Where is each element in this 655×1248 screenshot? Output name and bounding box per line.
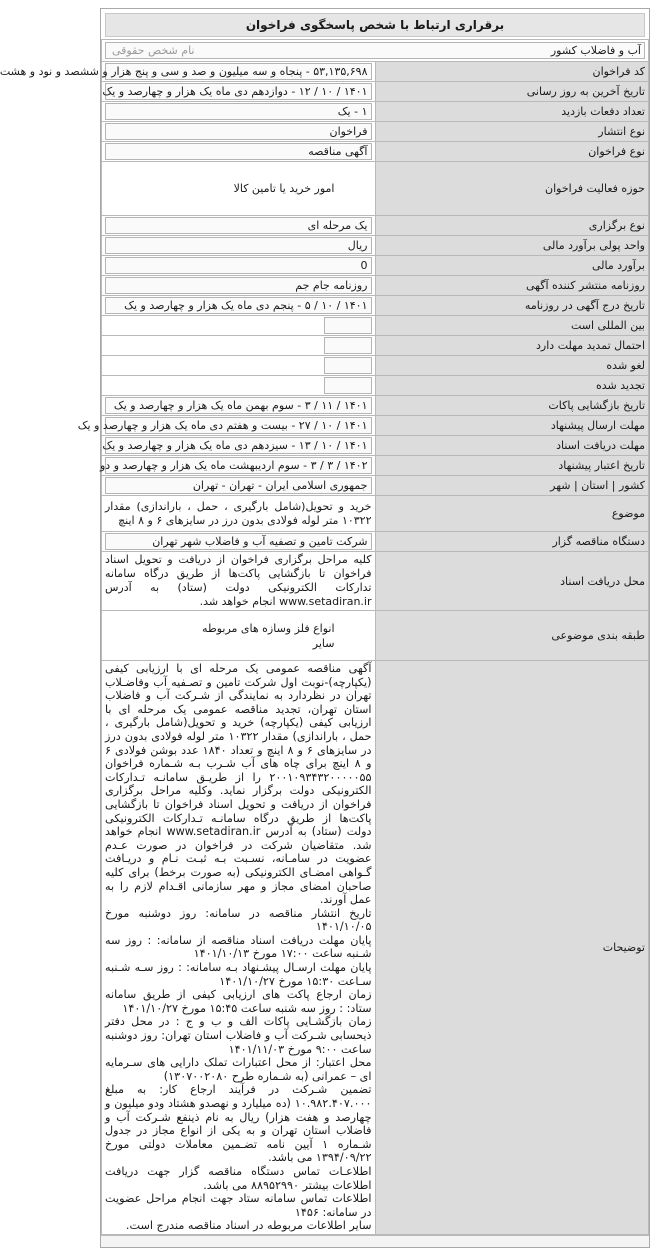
value-call-type: آگهی مناقصه [105, 143, 372, 160]
notes-paragraph: زمان بازگشـایی پاکات الف و ب و ج : در محل دفتر ذیحسابی شـرکت آب و فاضلاب استان تهران: روز دوشنبه ساعت ۹:۰۰ مورخ ۱۴۰۱/۱۱/۰۳ [105, 1015, 372, 1056]
notes-paragraph: پایان مهلت دریافت اسناد مناقصه از سامانه: : روز سه شـنبه ساعت ۱۷:۰۰ مورخ ۱۴۰۱/۱۰/۱۳ [105, 933, 372, 961]
value-newspaper: روزنامه جام جم [105, 277, 372, 294]
label-bid-send-deadline: مهلت ارسال پیشنهاد [375, 416, 649, 436]
bottom-strip [101, 1235, 649, 1247]
value-code: ۵۳,۱۳۵,۶۹۸ - پنجاه و سه میلیون و صد و سی و پنج هزار و ششصد و نود و هشت [105, 63, 372, 80]
label-doc-receive-deadline: مهلت دریافت اسناد [375, 436, 649, 456]
notes-paragraph: پایان مهلت ارسـال پیشـنهاد بـه سامانه: : روز سـه شـنبه سـاعت ۱۵:۳۰ مورخ ۱۴۰۱/۱۰/۲۷ [105, 961, 372, 988]
notes-paragraph: آگهی مناقصه عمومی یک مرحله ای با ارزیابی کیفی (یکپارچه)-نوبت اول شرکت تامین و تصـفیه آب وفاضـلاب تهران در نظردارد به نمایندگی از شـرکت آب و فاضلاب استان تهران، تجدید مناقصه عمومی یک مرحله ای با ارزیابی کیفی (یکپارچه) خرید و تحویل(شامل بارگیری ، حمل ، باراندازی) مقدار ۱۰۳۲۲ متر لوله فولادی بدون درز در سایزهای ۶ و ۸ اینچ و تعداد ۱۸۴۰ عدد بوشن فولادی ۶ و ۸ اینچ برای چاه های آب شـرب بـه شـماره فراخوان ۲۰۰۱۰۹۳۴۳۲۰۰۰۰۰۵۵ را از طریـق سامانـه تـدارکات الکترونیکی دولت برگزار نماید. وکلیه مراحل برگزاری فراخوان از دریافت و تحویل اسناد فراخوان تا بازگشایی پاکت‌ها از طریق درگاه سامانـه تـدارکات الکترونیکی دولت (ستاد) به آدرس www.setadiran.ir انجام خواهد شد. متقاضیان شرکت در فراخوان در صورت عـدم عضویت در سامـانه، نسـبت بـه ثبـت نـام و دریـافت گـواهی امضـای الکترونیکی (به صورت برخط) برای کلیه صاحبان امضای مجاز و مهر سازمانی اقـدام لازم را به عمل آورند. [105, 662, 372, 907]
label-news-date: تاریخ درج آگهی در روزنامه [375, 296, 649, 316]
label-envelope-open: تاریخ بازگشایی پاکات [375, 396, 649, 416]
value-organizer: شرکت تامین و تصفیه آب و فاضلاب شهر تهران [105, 533, 372, 550]
legal-person-field[interactable] [105, 42, 645, 59]
label-subject: موضوع [375, 496, 649, 532]
person-row [102, 40, 649, 62]
label-location: کشور | استان | شهر [375, 476, 649, 496]
value-bid-validity: ۱۴۰۲ / ۳ / ۳ - سوم اردیبهشت ماه یک هزار و چهارصد و دو [105, 457, 372, 474]
label-newspaper: روزنامه منتشر کننده آگهی [375, 276, 649, 296]
category-item: انواع فلز وسازه های مربوطه [202, 621, 335, 635]
label-call-type: نوع فراخوان [375, 142, 649, 162]
label-code: کد فراخوان [375, 62, 649, 82]
person-placeholder: نام شخص حقوقی [112, 44, 195, 57]
value-extension [324, 337, 372, 354]
notes-paragraph: تاریخ انتشار مناقصه در سامانه: روز دوشنبه مورخ ۱۴۰۱/۱۰/۰۵ [105, 906, 372, 934]
contact-responder-link[interactable]: برقراری ارتباط با شخص پاسخگوی فراخوان [105, 13, 645, 37]
value-last-update: ۱۴۰۱ / ۱۰ / ۱۲ - دوازدهم دی ماه یک هزار و چهارصد و یک [105, 83, 372, 100]
notes-paragraph: محل اعتبار: از محل اعتبارات تملک دارایی های سـرمایه ای – عمرانی (به شـماره طرح ۱۳۰۷۰۰۲۰۸۰) [105, 1056, 372, 1083]
label-doc-place: محل دریافت اسناد [375, 552, 649, 611]
label-publish-type: نوع انتشار [375, 122, 649, 142]
tender-detail-panel [0, 8, 650, 1248]
label-currency: واحد پولی برآورد مالی [375, 236, 649, 256]
label-bid-validity: تاریخ اعتبار پیشنهاد [375, 456, 649, 476]
value-doc-place: کلیه مراحل برگزاری فراخوان از دریافت و تحویل اسناد فراخوان تا بازگشایی پاکت‌ها از طریق درگاه سامانه تدارکات الکترونیکی دولت (ستاد) به آدرس www.setadiran.ir انجام خواهد شد. [105, 553, 372, 608]
label-international: بین المللی است [375, 316, 649, 336]
value-international [324, 317, 372, 334]
notes-paragraph: زمان ارجاع پاکت های ارزیابی کیفی از طریق سامانه ستاد: : روز سه شنبه ساعت ۱۵:۴۵ مورخ ۱۴۰۱/۱۰/۲۷ [105, 988, 372, 1015]
label-extension: احتمال تمدید مهلت دارد [375, 336, 649, 356]
value-estimate: 0 [105, 257, 372, 274]
value-bid-send-deadline: ۱۴۰۱ / ۱۰ / ۲۷ - بیست و هفتم دی ماه یک هزار و چهارصد و یک [105, 417, 372, 434]
value-cancelled [324, 357, 372, 374]
notes-paragraph: تضمین شـرکت در فرآیند ارجاع کار: به مبلغ ۱۰.۹۸۲.۴۰۷.۰۰۰ (ده میلیارد و نهصدو هشتاد ودو میلیون و چهارصد و هفت هزار) ریال به نام ذینفع شـرکت آب و فاضلاب استان تهران و به یکی از انواع مجاز در جدول شـماره ۱ آیین نامه تضـمین معاملات دولتی مورخ ۱۳۹۴/۰۹/۲۲ می باشد. [105, 1083, 372, 1165]
label-cancelled: لغو شده [375, 356, 649, 376]
value-envelope-open: ۱۴۰۱ / ۱۱ / ۳ - سوم بهمن ماه یک هزار و چهارصد و یک [105, 397, 372, 414]
notes-paragraph: اطلاعات تماس سامانه ستاد جهت انجام مراحل عضویت در سامانه: ۱۴۵۶ [105, 1192, 372, 1219]
notes-body [102, 661, 376, 1235]
value-subject: خرید و تحویل(شامل بارگیری ، حمل ، باراندازی) مقدار ۱۰۳۲۲ متر لوله فولادی بدون درز در سایزهای ۶ و ۸ اینچ [105, 499, 372, 527]
notes-paragraph: سایر اطلاعات مربوطه در اسناد مناقصه مندرج است. [125, 1219, 372, 1233]
category-item: سایر [312, 636, 335, 650]
value-news-date: ۱۴۰۱ / ۱۰ / ۵ - پنجم دی ماه یک هزار و چهارصد و یک [105, 297, 372, 314]
value-publish-type: فراخوان [105, 123, 372, 140]
label-category: طبقه بندی موضوعی [375, 611, 649, 661]
label-notes: توضیحات [375, 661, 649, 1235]
value-renewed [324, 377, 372, 394]
person-value: آب و فاضلاب کشور [550, 44, 641, 57]
label-renewed: تجدید شده [375, 376, 649, 396]
value-visits: ۱ - یک [105, 103, 372, 120]
notes-paragraph: اطلاعـات تماس دستگاه مناقصه گزار جهت دریافت اطلاعات بیشتر ۸۸۹۵۲۹۹۰ می باشد. [105, 1164, 372, 1192]
value-location: جمهوری اسلامی ایران - تهران - تهران [105, 477, 372, 494]
value-doc-receive-deadline: ۱۴۰۱ / ۱۰ / ۱۳ - سیزدهم دی ماه یک هزار و چهارصد و یک [105, 437, 372, 454]
value-currency: ریال [105, 237, 372, 254]
tender-info-table [0, 39, 649, 1235]
value-hold-type: یک مرحله ای [105, 217, 372, 234]
label-estimate: برآورد مالی [375, 256, 649, 276]
value-activity: امور خرید یا تامین کالا [233, 182, 335, 195]
label-organizer: دستگاه مناقصه گزار [375, 532, 649, 552]
label-hold-type: نوع برگزاری [375, 216, 649, 236]
label-visits: تعداد دفعات بازدید [375, 102, 649, 122]
label-last-update: تاریخ آخرین به روز رسانی [375, 82, 649, 102]
label-activity: حوزه فعالیت فراخوان [375, 162, 649, 216]
